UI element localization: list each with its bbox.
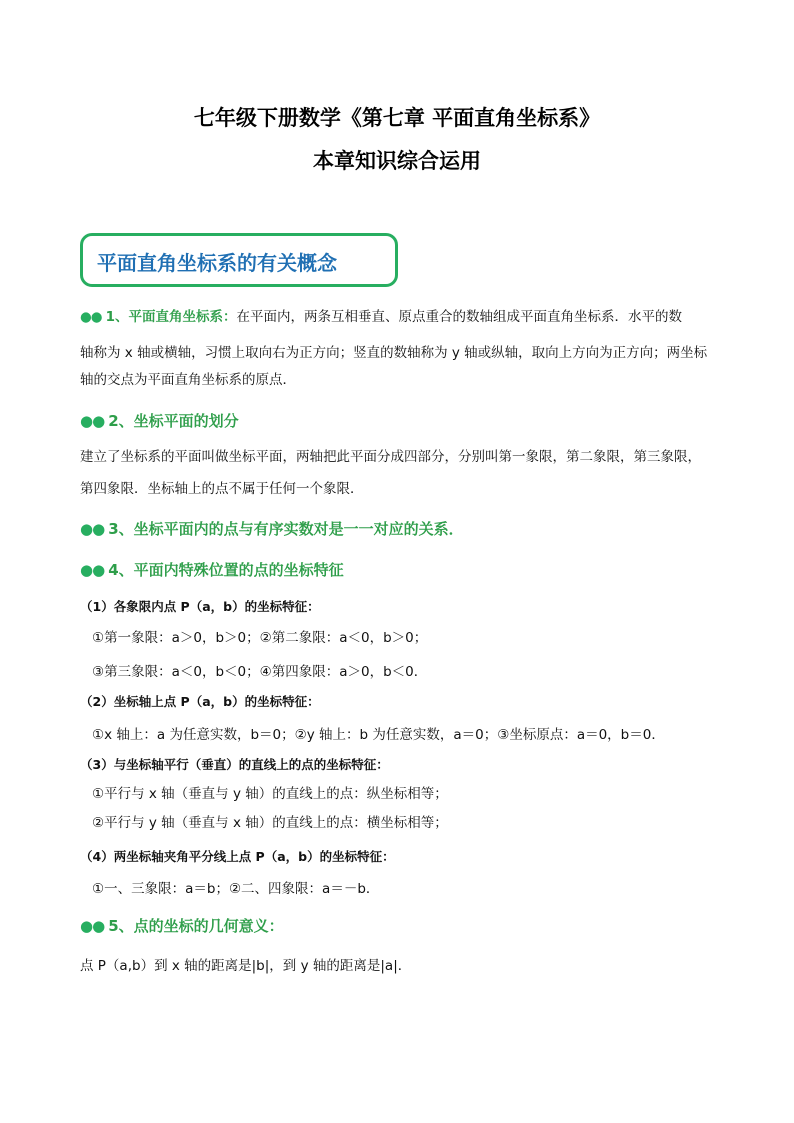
section-5-text-line1: 点 P（a,b）到 x 轴的距离是|b|，到 y 轴的距离是|a|． bbox=[80, 958, 412, 974]
section-1-text-line1: 在平面内，两条互相垂直、原点重合的数轴组成平面直角坐标系．水平的数 bbox=[236, 309, 682, 325]
document-title: 七年级下册数学《第七章 平面直角坐标系》 bbox=[193, 105, 601, 130]
section-4-sub3-line1: ①平行与 x 轴（垂直与 y 轴）的直线上的点：纵坐标相等； bbox=[92, 786, 448, 802]
bullet-dots: ●● bbox=[80, 520, 105, 538]
section-4-sub2-line1: ①x 轴上：a 为任意实数，b＝0；②y 轴上：b 为任意实数，a＝0；③坐标原点：a＝0，b＝0． bbox=[92, 727, 665, 743]
bullet-dots: ●● bbox=[80, 412, 105, 430]
section-4-sub2: （2）坐标轴上点 P（a，b）的坐标特征： bbox=[80, 694, 320, 709]
section-1-text-line2: 轴称为 x 轴或横轴，习惯上取向右为正方向；竖直的数轴称为 y 轴或纵轴，取向上方向为正方向；两坐标 bbox=[80, 345, 708, 361]
topic-box bbox=[80, 233, 398, 287]
section-1-paragraph bbox=[80, 309, 730, 326]
section-3-heading: ●● 3、坐标平面内的点与有序实数对是一一对应的关系． bbox=[80, 520, 464, 538]
section-5-heading: ●● 5、点的坐标的几何意义： bbox=[80, 917, 284, 935]
section-4-sub1-line1: ①第一象限：a＞0，b＞0；②第二象限：a＜0，b＞0； bbox=[92, 630, 428, 646]
section-4-heading: ●● 4、平面内特殊位置的点的坐标特征 bbox=[80, 561, 344, 579]
section-1-text-line3: 轴的交点为平面直角坐标系的原点． bbox=[80, 372, 296, 388]
section-4-sub4: （4）两坐标轴夹角平分线上点 P（a，b）的坐标特征： bbox=[80, 849, 395, 864]
section-4-sub4-line1: ①一、三象限：a＝b；②二、四象限：a＝－b． bbox=[92, 881, 380, 897]
bullet-dots: ●● bbox=[80, 309, 102, 325]
section-4-sub1: （1）各象限内点 P（a，b）的坐标特征： bbox=[80, 599, 320, 614]
section-2-text-line2: 第四象限．坐标轴上的点不属于任何一个象限． bbox=[80, 481, 364, 497]
section-1-heading: ●● 1、平面直角坐标系： bbox=[80, 309, 237, 325]
section-4-sub3-line2: ②平行与 y 轴（垂直与 x 轴）的直线上的点：横坐标相等； bbox=[92, 815, 448, 831]
topic-box-title: 平面直角坐标系的有关概念 bbox=[97, 251, 337, 275]
section-4-sub1-line2: ③第三象限：a＜0，b＜0；④第四象限：a＞0，b＜0． bbox=[92, 664, 428, 680]
section-4-sub3: （3）与坐标轴平行（垂直）的直线上的点的坐标特征： bbox=[80, 757, 389, 772]
document-subtitle: 本章知识综合运用 bbox=[313, 148, 481, 173]
bullet-dots: ●● bbox=[80, 917, 105, 935]
section-2-text-line1: 建立了坐标系的平面叫做坐标平面，两轴把此平面分成四部分，分别叫第一象限，第二象限，第三象限， bbox=[80, 449, 701, 465]
section-2-heading: ●● 2、坐标平面的划分 bbox=[80, 412, 239, 430]
bullet-dots: ●● bbox=[80, 561, 105, 579]
